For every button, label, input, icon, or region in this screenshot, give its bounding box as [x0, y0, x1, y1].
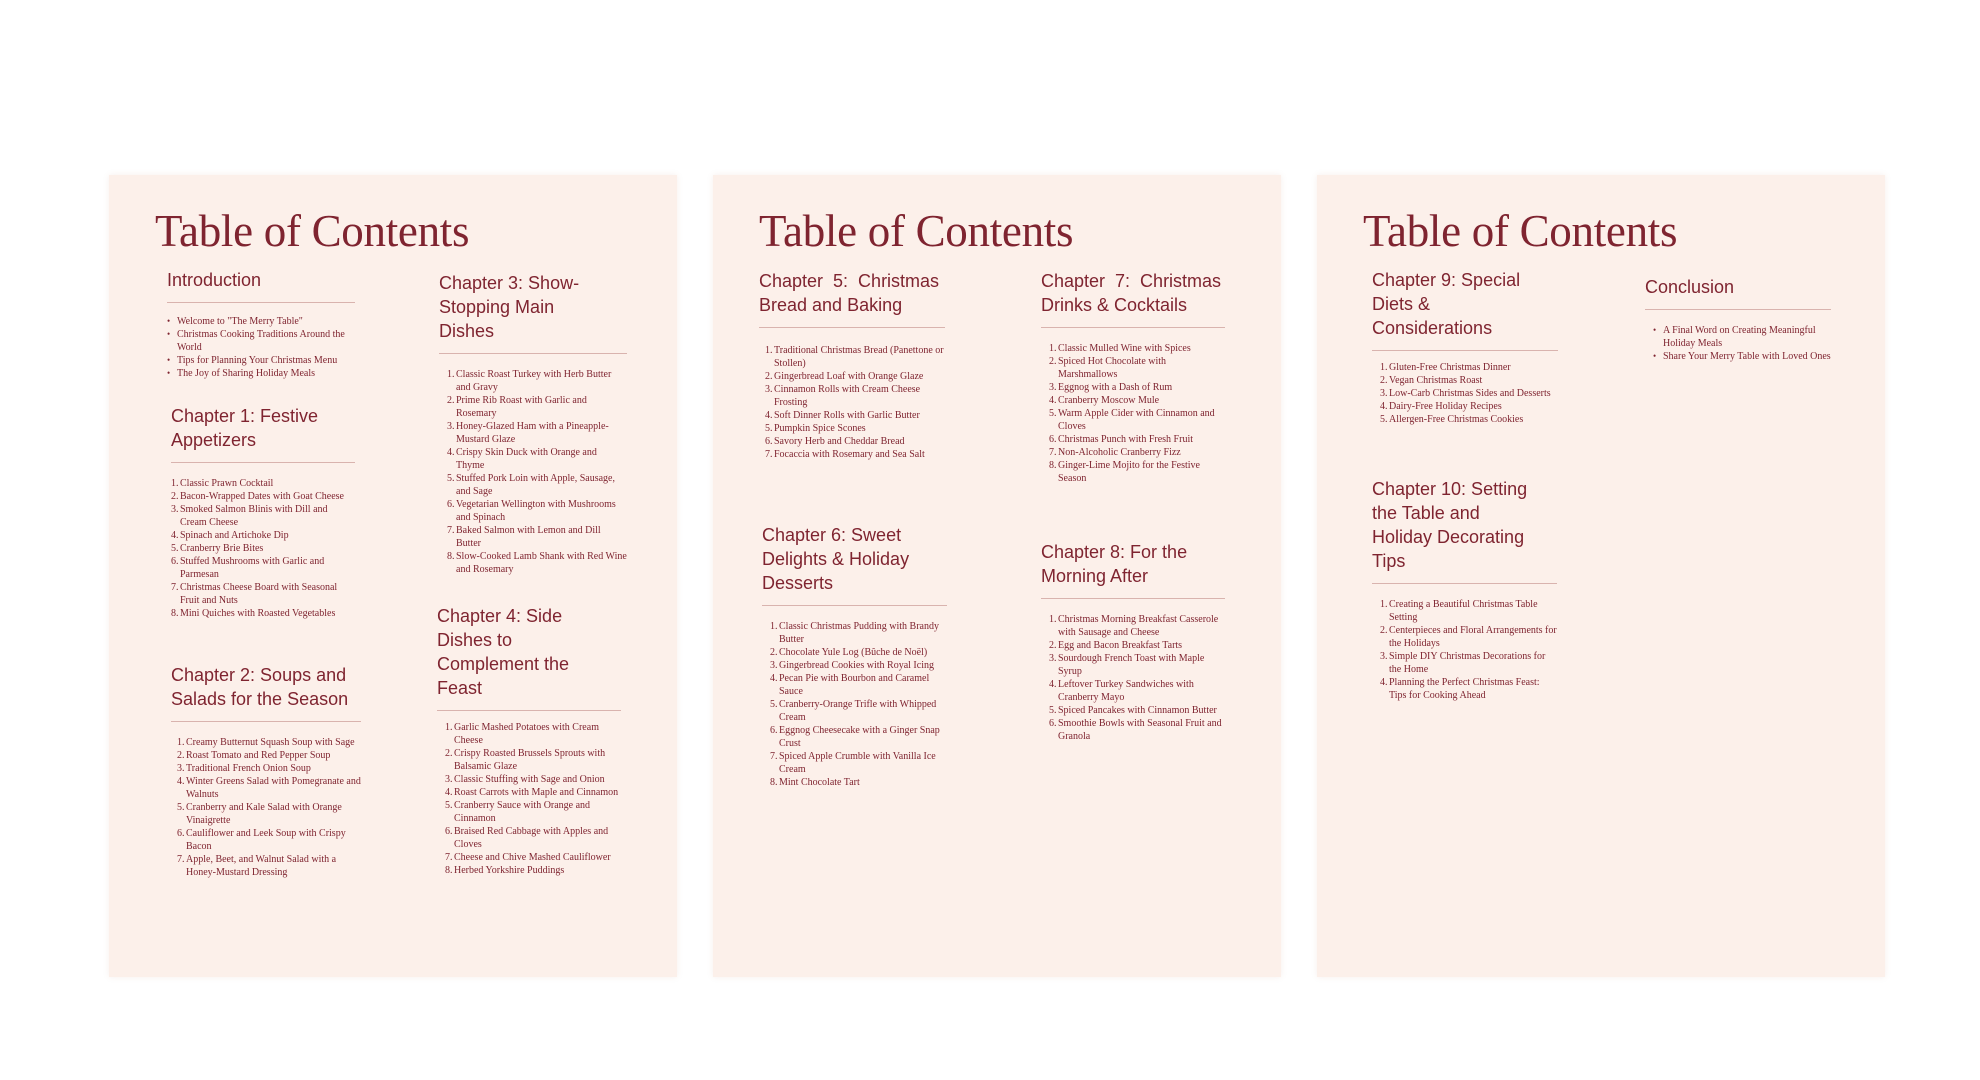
toc-entry: [167, 328, 355, 354]
section-title: Chapter 9: Special Diets & Considerations: [1372, 270, 1521, 338]
toc-entry: [177, 749, 361, 762]
section-divider: [171, 721, 361, 722]
entry-number: 6.: [1049, 718, 1057, 729]
entry-text: Pecan Pie with Bourbon and Caramel Sauce: [779, 673, 930, 697]
entry-number: 8.: [770, 777, 778, 788]
entry-number: 1.: [445, 722, 453, 733]
entry-text: Prime Rib Roast with Garlic and Rosemary: [456, 395, 587, 419]
toc-entry: [1049, 342, 1225, 355]
item-list: [439, 368, 627, 576]
toc-entry: [171, 581, 355, 607]
toc-entry: [1049, 717, 1225, 743]
entry-number: 5.: [765, 423, 773, 434]
toc-entry: [765, 370, 945, 383]
entry-text: Creating a Beautiful Christmas Table Setting: [1389, 599, 1538, 623]
section-title: Chapter 5: Christmas Bread and Baking: [759, 271, 945, 315]
entry-number: 8.: [445, 865, 453, 876]
toc-entry: [447, 368, 627, 394]
section-title: Chapter 3: Show-Stopping Main Dishes: [439, 273, 580, 341]
section-divider: [1041, 327, 1225, 328]
toc-page-3: [1317, 175, 1885, 977]
entry-text: Spinach and Artichoke Dip: [180, 530, 289, 541]
toc-entry: [445, 799, 621, 825]
toc-entry: [1049, 407, 1225, 433]
toc-entry: [167, 367, 355, 380]
item-list: [1041, 613, 1225, 743]
entry-text: Tips for Planning Your Christmas Menu: [177, 355, 338, 366]
entry-text: Spiced Apple Crumble with Vanilla Ice Cream: [779, 751, 936, 775]
entry-number: 2.: [1380, 375, 1388, 386]
toc-entry: [167, 354, 355, 367]
entry-number: 6.: [770, 725, 778, 736]
entry-number: 5.: [445, 800, 453, 811]
bullet-icon: •: [167, 316, 171, 326]
entry-text: Honey-Glazed Ham with a Pineapple-Mustard Glaze: [456, 421, 609, 445]
entry-number: 3.: [770, 660, 778, 671]
section-conclusion: [1645, 275, 1831, 363]
entry-number: 6.: [171, 556, 179, 567]
entry-text: Mint Chocolate Tart: [779, 777, 860, 788]
entry-number: 1.: [447, 369, 455, 380]
entry-number: 6.: [177, 828, 185, 839]
section-chapter-1: [171, 404, 355, 620]
entry-text: Focaccia with Rosemary and Sea Salt: [774, 449, 925, 460]
entry-number: 5.: [177, 802, 185, 813]
toc-entry: [447, 524, 627, 550]
section-divider: [1041, 598, 1225, 599]
entry-number: 5.: [447, 473, 455, 484]
toc-entry: [171, 503, 355, 529]
section-introduction: [167, 268, 355, 380]
toc-entry: [447, 420, 627, 446]
toc-entry: [765, 448, 945, 461]
entry-text: Classic Stuffing with Sage and Onion: [454, 774, 605, 785]
bullet-icon: •: [167, 368, 171, 378]
bullet-icon: •: [167, 355, 171, 365]
entry-text: Gingerbread Loaf with Orange Glaze: [774, 371, 924, 382]
entry-number: 2.: [177, 750, 185, 761]
toc-entry: [1049, 652, 1225, 678]
toc-entry: [1653, 350, 1831, 363]
section-title: Conclusion: [1645, 277, 1735, 297]
entry-number: 1.: [765, 345, 773, 356]
item-list: [171, 477, 355, 620]
entry-text: Low-Carb Christmas Sides and Desserts: [1389, 388, 1551, 399]
bullet-icon: •: [1653, 325, 1657, 335]
section-chapter-5: [759, 269, 945, 461]
entry-number: 4.: [1380, 677, 1388, 688]
toc-entry: [1380, 676, 1557, 702]
item-list: [1041, 342, 1225, 485]
entry-text: Smoked Salmon Blinis with Dill and Cream Cheese: [180, 504, 328, 528]
toc-entry: [445, 851, 621, 864]
entry-number: 5.: [1049, 408, 1057, 419]
entry-number: 7.: [177, 854, 185, 865]
entry-text: Classic Mulled Wine with Spices: [1058, 343, 1191, 354]
section-divider: [759, 327, 945, 328]
toc-entry: [447, 472, 627, 498]
toc-page-2: [713, 175, 1281, 977]
entry-text: Share Your Merry Table with Loved Ones: [1663, 351, 1831, 362]
section-chapter-9: [1372, 268, 1558, 426]
entry-number: 2.: [1049, 640, 1057, 651]
entry-number: 5.: [171, 543, 179, 554]
section-title: Chapter 2: Soups and Salads for the Season: [171, 665, 349, 709]
toc-entry: [765, 409, 945, 422]
entry-number: 1.: [1380, 362, 1388, 373]
page-title: Table of Contents: [759, 206, 1074, 256]
toc-entry: [770, 620, 947, 646]
entry-number: 6.: [1049, 434, 1057, 445]
entry-text: Classic Roast Turkey with Herb Butter and Gravy: [456, 369, 612, 393]
toc-entry: [447, 446, 627, 472]
section-title: Chapter 6: Sweet Delights & Holiday Desserts: [762, 525, 910, 593]
entry-number: 7.: [770, 751, 778, 762]
toc-entry: [765, 435, 945, 448]
entry-text: Bacon-Wrapped Dates with Goat Cheese: [180, 491, 344, 502]
toc-entry: [171, 542, 355, 555]
toc-entry: [1380, 624, 1557, 650]
section-chapter-7: [1041, 269, 1225, 485]
entry-text: Soft Dinner Rolls with Garlic Butter: [774, 410, 920, 421]
entry-number: 3.: [177, 763, 185, 774]
section-chapter-3: [439, 271, 627, 576]
toc-entry: [1049, 613, 1225, 639]
entry-number: 4.: [445, 787, 453, 798]
entry-number: 5.: [1049, 705, 1057, 716]
toc-entry: [171, 607, 355, 620]
toc-entry: [447, 394, 627, 420]
section-divider: [167, 302, 355, 303]
toc-entry: [1049, 355, 1225, 381]
entry-text: Allergen-Free Christmas Cookies: [1389, 414, 1524, 425]
section-divider: [1372, 583, 1557, 584]
section-divider: [439, 353, 627, 354]
toc-entry: [445, 721, 621, 747]
entry-text: Non-Alcoholic Cranberry Fizz: [1058, 447, 1181, 458]
toc-page-1: [109, 175, 677, 977]
entry-text: Traditional Christmas Bread (Panettone or Stollen): [774, 345, 944, 369]
entry-text: Stuffed Mushrooms with Garlic and Parmesan: [180, 556, 325, 580]
entry-number: 7.: [765, 449, 773, 460]
entry-number: 8.: [447, 551, 455, 562]
entry-text: Cinnamon Rolls with Cream Cheese Frosting: [774, 384, 921, 408]
toc-entry: [1049, 639, 1225, 652]
entry-text: Cranberry and Kale Salad with Orange Vinaigrette: [186, 802, 342, 826]
entry-text: Apple, Beet, and Walnut Salad with a Honey-Mustard Dressing: [186, 854, 337, 878]
item-list: [1372, 361, 1558, 426]
toc-entry: [765, 422, 945, 435]
entry-text: Classic Christmas Pudding with Brandy Butter: [779, 621, 939, 645]
entry-number: 4.: [447, 447, 455, 458]
entry-text: Sourdough French Toast with Maple Syrup: [1058, 653, 1205, 677]
toc-entry: [171, 477, 355, 490]
entry-number: 6.: [447, 499, 455, 510]
entry-number: 7.: [445, 852, 453, 863]
entry-text: Christmas Cheese Board with Seasonal Fruit and Nuts: [180, 582, 338, 606]
toc-entry: [177, 762, 361, 775]
item-list: [762, 620, 947, 789]
entry-number: 4.: [770, 673, 778, 684]
section-title: Chapter 4: Side Dishes to Complement the Feast: [437, 606, 570, 698]
item-list: [167, 315, 355, 380]
toc-entry: [445, 747, 621, 773]
entry-number: 4.: [765, 410, 773, 421]
entry-number: 8.: [171, 608, 179, 619]
toc-entry: [1049, 704, 1225, 717]
toc-entry: [171, 490, 355, 503]
item-list: [1645, 324, 1831, 363]
entry-number: 4.: [177, 776, 185, 787]
entry-number: 1.: [171, 478, 179, 489]
entry-text: Gingerbread Cookies with Royal Icing: [779, 660, 934, 671]
toc-entry: [447, 550, 627, 576]
section-title: Chapter 10: Setting the Table and Holiday Decorating Tips: [1372, 479, 1528, 571]
entry-text: Vegetarian Wellington with Mushrooms and Spinach: [456, 499, 616, 523]
entry-number: 1.: [770, 621, 778, 632]
entry-number: 4.: [1049, 679, 1057, 690]
entry-text: Simple DIY Christmas Decorations for the Home: [1389, 651, 1546, 675]
toc-entry: [770, 672, 947, 698]
page-title: Table of Contents: [155, 206, 470, 256]
item-list: [437, 721, 621, 877]
entry-number: 1.: [1380, 599, 1388, 610]
toc-entry: [770, 724, 947, 750]
entry-text: Ginger-Lime Mojito for the Festive Season: [1058, 460, 1200, 484]
toc-entry: [447, 498, 627, 524]
entry-number: 3.: [447, 421, 455, 432]
toc-entry: [1049, 394, 1225, 407]
entry-text: Chocolate Yule Log (Bûche de Noël): [779, 647, 928, 658]
section-divider: [171, 462, 355, 463]
toc-entry: [770, 659, 947, 672]
section-chapter-2: [171, 663, 361, 879]
entry-text: Gluten-Free Christmas Dinner: [1389, 362, 1511, 373]
entry-text: Planning the Perfect Christmas Feast: Tips for Cooking Ahead: [1389, 677, 1540, 701]
item-list: [759, 344, 945, 461]
toc-entry: [1049, 446, 1225, 459]
toc-entry: [445, 773, 621, 786]
entry-text: Warm Apple Cider with Cinnamon and Cloves: [1058, 408, 1215, 432]
toc-entry: [765, 344, 945, 370]
toc-entry: [1049, 459, 1225, 485]
toc-entry: [167, 315, 355, 328]
entry-text: Cranberry-Orange Trifle with Whipped Cream: [779, 699, 937, 723]
entry-text: Centerpieces and Floral Arrangements for the Holidays: [1389, 625, 1557, 649]
entry-number: 8.: [1049, 460, 1057, 471]
entry-number: 3.: [171, 504, 179, 515]
entry-text: Cauliflower and Leek Soup with Crispy Bacon: [186, 828, 346, 852]
toc-entry: [177, 827, 361, 853]
entry-number: 3.: [445, 774, 453, 785]
toc-entry: [1380, 400, 1558, 413]
toc-entry: [1380, 650, 1557, 676]
section-chapter-6: [762, 523, 947, 789]
section-divider: [762, 605, 947, 606]
toc-entry: [445, 786, 621, 799]
section-title: Chapter 8: For the Morning After: [1041, 542, 1188, 586]
entry-text: Crispy Roasted Brussels Sprouts with Balsamic Glaze: [454, 748, 606, 772]
toc-entry: [1380, 361, 1558, 374]
toc-entry: [770, 698, 947, 724]
entry-number: 3.: [1049, 382, 1057, 393]
entry-text: Spiced Hot Chocolate with Marshmallows: [1058, 356, 1167, 380]
entry-text: Baked Salmon with Lemon and Dill Butter: [456, 525, 601, 549]
bullet-icon: •: [167, 329, 171, 339]
entry-number: 1.: [1049, 614, 1057, 625]
entry-number: 2.: [770, 647, 778, 658]
entry-number: 2.: [171, 491, 179, 502]
entry-text: Cranberry Sauce with Orange and Cinnamon: [454, 800, 591, 824]
section-divider: [1645, 309, 1831, 310]
entry-text: Pumpkin Spice Scones: [774, 423, 866, 434]
entry-number: 3.: [1380, 388, 1388, 399]
entry-number: 1.: [177, 737, 185, 748]
toc-entry: [177, 801, 361, 827]
toc-entry: [1380, 598, 1557, 624]
entry-text: Cranberry Brie Bites: [180, 543, 264, 554]
entry-text: Winter Greens Salad with Pomegranate and Walnuts: [186, 776, 361, 800]
entry-number: 7.: [447, 525, 455, 536]
bullet-icon: •: [1653, 351, 1657, 361]
entry-text: Egg and Bacon Breakfast Tarts: [1058, 640, 1183, 651]
toc-entry: [1380, 413, 1558, 426]
entry-text: A Final Word on Creating Meaningful Holiday Meals: [1663, 325, 1816, 349]
entry-number: 6.: [765, 436, 773, 447]
entry-number: 1.: [1049, 343, 1057, 354]
entry-number: 2.: [1049, 356, 1057, 367]
toc-entry: [445, 864, 621, 877]
entry-number: 4.: [1380, 401, 1388, 412]
entry-number: 5.: [1380, 414, 1388, 425]
entry-text: Herbed Yorkshire Puddings: [454, 865, 565, 876]
section-divider: [1372, 350, 1558, 351]
entry-text: Crispy Skin Duck with Orange and Thyme: [456, 447, 597, 471]
page-title: Table of Contents: [1363, 206, 1678, 256]
entry-text: Stuffed Pork Loin with Apple, Sausage, and Sage: [456, 473, 615, 497]
entry-text: Roast Carrots with Maple and Cinnamon: [454, 787, 619, 798]
toc-entry: [1380, 387, 1558, 400]
entry-text: Christmas Morning Breakfast Casserole with Sausage and Cheese: [1058, 614, 1219, 638]
toc-entry: [1653, 324, 1831, 350]
section-chapter-10: [1372, 477, 1557, 702]
entry-text: Leftover Turkey Sandwiches with Cranberry Mayo: [1058, 679, 1194, 703]
entry-number: 2.: [1380, 625, 1388, 636]
item-list: [1372, 598, 1557, 702]
toc-entry: [171, 529, 355, 542]
entry-text: Eggnog Cheesecake with a Ginger Snap Crust: [779, 725, 940, 749]
entry-text: Cranberry Moscow Mule: [1058, 395, 1160, 406]
toc-entry: [177, 853, 361, 879]
toc-entry: [765, 383, 945, 409]
entry-number: 2.: [445, 748, 453, 759]
entry-number: 3.: [765, 384, 773, 395]
section-title: Chapter 1: Festive Appetizers: [171, 406, 319, 450]
section-chapter-4: [437, 604, 621, 877]
toc-entry: [1049, 381, 1225, 394]
entry-number: 2.: [765, 371, 773, 382]
entry-text: Slow-Cooked Lamb Shank with Red Wine and Rosemary: [456, 551, 627, 575]
entry-text: Roast Tomato and Red Pepper Soup: [186, 750, 331, 761]
toc-entry: [1380, 374, 1558, 387]
entry-text: Cheese and Chive Mashed Cauliflower: [454, 852, 611, 863]
entry-number: 3.: [1380, 651, 1388, 662]
entry-text: Dairy-Free Holiday Recipes: [1389, 401, 1502, 412]
entry-text: Traditional French Onion Soup: [186, 763, 311, 774]
entry-text: Christmas Punch with Fresh Fruit: [1058, 434, 1194, 445]
entry-number: 3.: [1049, 653, 1057, 664]
entry-text: Savory Herb and Cheddar Bread: [774, 436, 905, 447]
entry-text: Eggnog with a Dash of Rum: [1058, 382, 1173, 393]
entry-text: Welcome to "The Merry Table": [177, 316, 303, 327]
entry-number: 7.: [171, 582, 179, 593]
section-divider: [437, 710, 621, 711]
section-chapter-8: [1041, 540, 1225, 743]
entry-number: 4.: [1049, 395, 1057, 406]
item-list: [171, 736, 361, 879]
entry-text: Mini Quiches with Roasted Vegetables: [180, 608, 336, 619]
entry-text: The Joy of Sharing Holiday Meals: [177, 368, 316, 379]
toc-entry: [445, 825, 621, 851]
entry-text: Spiced Pancakes with Cinnamon Butter: [1058, 705, 1217, 716]
entry-text: Braised Red Cabbage with Apples and Cloves: [454, 826, 609, 850]
entry-number: 4.: [171, 530, 179, 541]
toc-entry: [1049, 678, 1225, 704]
toc-entry: [770, 750, 947, 776]
entry-text: Garlic Mashed Potatoes with Cream Cheese: [454, 722, 599, 746]
toc-entry: [770, 646, 947, 659]
entry-number: 6.: [445, 826, 453, 837]
entry-number: 7.: [1049, 447, 1057, 458]
entry-number: 5.: [770, 699, 778, 710]
entry-text: Christmas Cooking Traditions Around the World: [177, 329, 345, 353]
toc-entry: [770, 776, 947, 789]
toc-entry: [1049, 433, 1225, 446]
toc-entry: [171, 555, 355, 581]
toc-entry: [177, 736, 361, 749]
entry-text: Classic Prawn Cocktail: [180, 478, 274, 489]
entry-text: Smoothie Bowls with Seasonal Fruit and Granola: [1058, 718, 1222, 742]
entry-text: Creamy Butternut Squash Soup with Sage: [186, 737, 355, 748]
section-title: Introduction: [167, 270, 262, 290]
entry-text: Vegan Christmas Roast: [1389, 375, 1483, 386]
entry-number: 2.: [447, 395, 455, 406]
section-title: Chapter 7: Christmas Drinks & Cocktails: [1041, 271, 1227, 315]
toc-entry: [177, 775, 361, 801]
